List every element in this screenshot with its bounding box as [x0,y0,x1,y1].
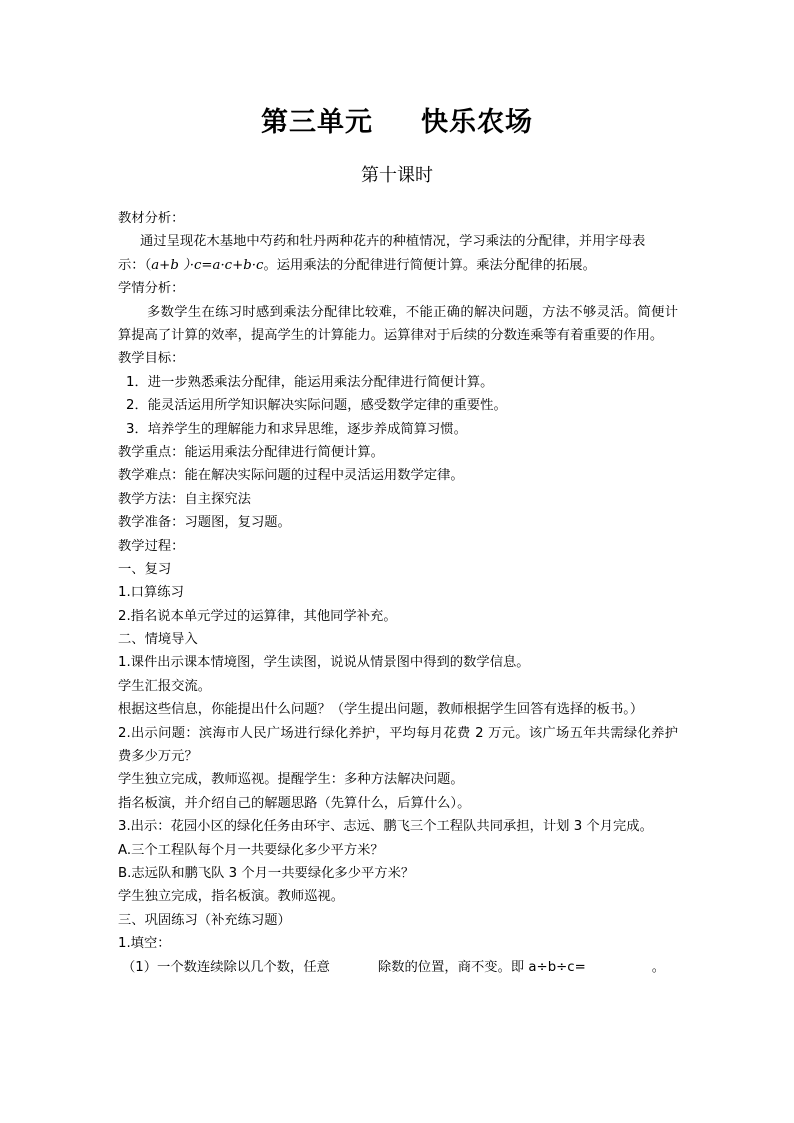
goal-item-3: 3．培养学生的理解能力和求异思维，逐步养成简算习惯。 [126,421,467,437]
goal-item-2: 2．能灵活运用所学知识解决实际问题，感受数学定律的重要性。 [126,398,507,414]
intro-item-8: A.三个工程队每个月一共要绿化多少平方米？ [118,842,384,858]
intro-item-10: 学生独立完成，指名板演。教师巡视。 [118,889,345,905]
practice-item-1: 1.填空： [118,936,171,952]
unit-title-part1: 第三单元 [261,107,373,138]
section-review-title: 一、复习 [118,561,172,577]
review-item-2: 2.指名说本单元学过的运算律，其他同学补充。 [118,608,397,624]
difficulty: 教学难点：能在解决实际问题的过程中灵活运用数学定律。 [118,468,464,484]
intro-item-5: 学生独立完成，教师巡视。提醒学生：多种方法解决问题。 [118,772,464,788]
lesson-subtitle: 第十课时 [361,165,433,186]
goal-item-1: 1．进一步熟悉乘法分配律，能运用乘法分配律进行简便计算。 [126,374,494,390]
process-label: 教学过程： [118,538,185,554]
learner-paragraph: 多数学生在练习时感到乘法分配律比较难，不能正确的解决问题，方法不够灵活。简便计算提高了计算的效率，提高学生的计算能力。运算律对于后续的分数连乘等有着重要的作用。 [118,304,678,343]
material-paragraph-line1: 通过呈现花木基地中芍药和牡丹两种花卉的种植情况，学习乘法的分配律，并用字母表 [140,234,646,250]
material-label: 教材分析： [118,211,185,226]
practice-item-2: （1）一个数连续除以几个数，任意 除数的位置，商不变。即 a÷b÷c= 。 [122,959,666,975]
intro-item-2: 学生汇报交流。 [118,678,212,694]
unit-title-part2: 快乐农场 [421,107,533,138]
intro-item-4: 2.出示问题：滨海市人民广场进行绿化养护，平均每月花费 2 万元。该广场五年共需绿化养护费多少万元？ [118,725,678,765]
key-point: 教学重点：能运用乘法分配律进行简便计算。 [118,444,384,460]
intro-item-9: B.志远队和鹏飞队 3 个月一共要绿化多少平方米？ [118,866,415,881]
section-practice-title: 三、巩固练习（补充练习题） [118,912,291,928]
learner-label: 学情分析： [118,281,185,297]
intro-item-7: 3.出示：花园小区的绿化任务由环宇、志远、鹏飞三个工程队共同承担，计划 3 个月完成。 [118,819,653,835]
unit-title [0,100,794,139]
intro-item-3: 根据这些信息，你能提出什么问题？（学生提出问题，教师根据学生回答有选择的板书。） [118,702,644,718]
teaching-method: 教学方法：自主探究法 [118,491,251,507]
review-item-1: 1.口算练习 [118,585,184,601]
document-body [118,207,678,979]
goals-label: 教学目标： [118,351,185,367]
section-intro-title: 二、情境导入 [118,632,198,648]
material-paragraph-line2: 示：（a+b ）·c=a·c+b·c。运用乘法的分配律进行简便计算。乘法分配律的拓展。 [118,257,596,273]
intro-item-6: 指名板演，并介绍自己的解题思路（先算什么，后算什么）。 [118,795,471,811]
teaching-prep: 教学准备：习题图，复习题。 [118,515,291,531]
intro-item-1: 1.课件出示课本情境图，学生读图，说说从情景图中得到的数学信息。 [118,655,530,671]
